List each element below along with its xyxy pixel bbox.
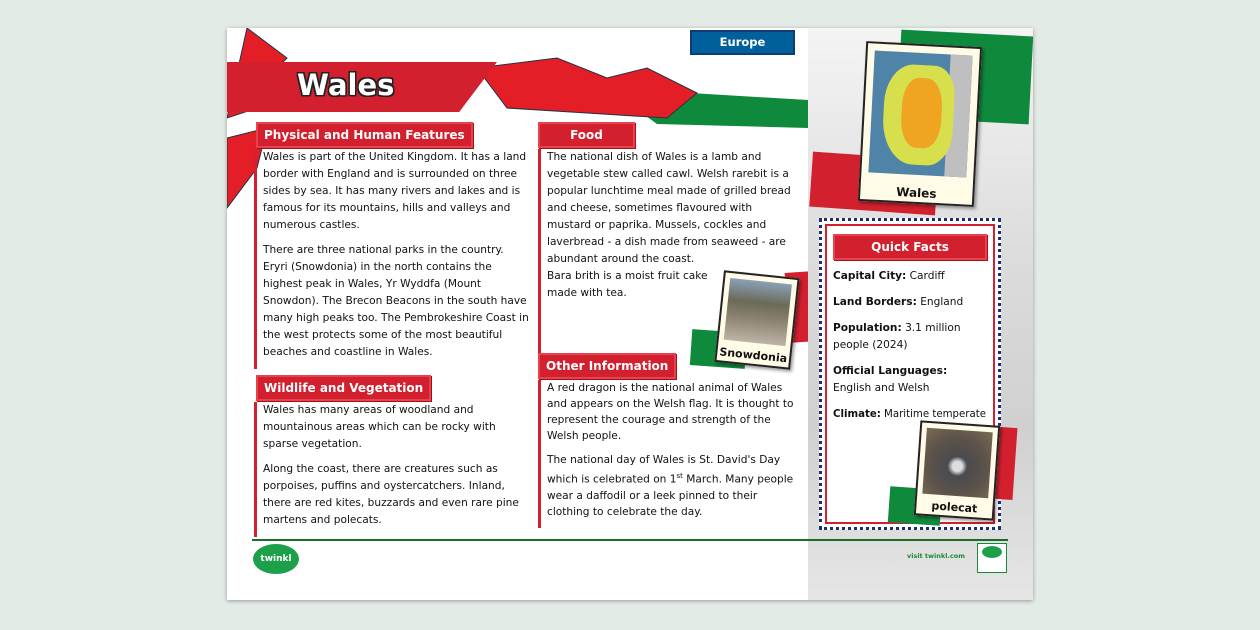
fact-climate: Climate: Maritime temperate	[833, 409, 986, 420]
paragraph: A red dragon is the national animal of Wales and appears on the Welsh flag. It is thought to represent the courage and strength of the Welsh people.	[547, 382, 794, 442]
section-heading-wildlife: Wildlife and Vegetation	[256, 375, 431, 401]
section-wildlife	[254, 402, 529, 537]
twinkl-logo[interactable]: twinkl	[253, 544, 299, 574]
section-heading-food: Food	[538, 122, 635, 148]
paragraph: The national day of Wales is St. David's Day which is celebrated on 1st March. Many people wear a daffodil or a leek pinned to their clothing to celebrate the day.	[547, 454, 794, 518]
photo-caption: polecat	[931, 499, 978, 516]
paragraph: Wales has many areas of woodland and mountainous areas which can be rocky with sparse vegetation.	[263, 404, 496, 450]
page-title: Wales	[297, 68, 395, 102]
section-physical	[254, 149, 529, 369]
polecat-image	[922, 428, 992, 498]
mountain-image	[724, 278, 792, 346]
section-heading-other: Other Information	[538, 353, 676, 379]
paragraph: There are three national parks in the country. Eryri (Snowdonia) in the north contains the highest peak in Wales, Yr Wyddfa (Mount Snowdon). The Brecon Beacons in the south have many high peaks too. The Pembrokeshire Coast in the west protects some of the most beautiful beaches and coastline in Wales.	[263, 244, 529, 358]
photo-caption: Snowdonia	[718, 345, 788, 366]
footer-divider	[252, 539, 1008, 541]
paragraph: Along the coast, there are creatures such as porpoises, puffins and oystercatchers. Inland, there are red kites, buzzards and even rare pine martens and polecats.	[263, 463, 519, 526]
quick-facts-heading: Quick Facts	[833, 234, 987, 260]
section-heading-physical: Physical and Human Features	[256, 122, 473, 148]
region-badge: Europe	[690, 30, 795, 55]
paragraph: The national dish of Wales is a lamb and vegetable stew called cawl. Welsh rarebit is a popular lunchtime meal made of grilled bread and cheese, sometimes flavoured with mustard or paprika. Mussels, cockles and laverbread - a dish made from seaweed - are abundant around the coast. Bara brith is a moist fruit cake made with tea.	[547, 151, 791, 299]
quality-approved-badge-icon	[977, 543, 1007, 573]
fact-borders: Land Borders: England	[833, 296, 964, 308]
visit-twinkl-link[interactable]: visit twinkl.com	[907, 552, 966, 560]
fact-languages: Official Languages: English and Welsh	[833, 365, 948, 394]
fact-population: Population: 3.1 million people (2024)	[833, 322, 961, 351]
map-image	[868, 51, 972, 178]
polecat-photo	[914, 420, 1000, 520]
fact-capital: Capital City: Cardiff	[833, 270, 945, 282]
photo-caption: Wales	[895, 184, 937, 201]
wales-map-photo	[858, 41, 982, 207]
section-other	[538, 380, 803, 528]
paragraph: Wales is part of the United Kingdom. It has a land border with England and is surrounded on three sides by sea. It has many rivers and lakes and is famous for its mountains, hills and valleys and numerous castles.	[263, 151, 527, 231]
fact-sheet-page	[227, 28, 1033, 600]
snowdonia-photo	[714, 270, 799, 369]
